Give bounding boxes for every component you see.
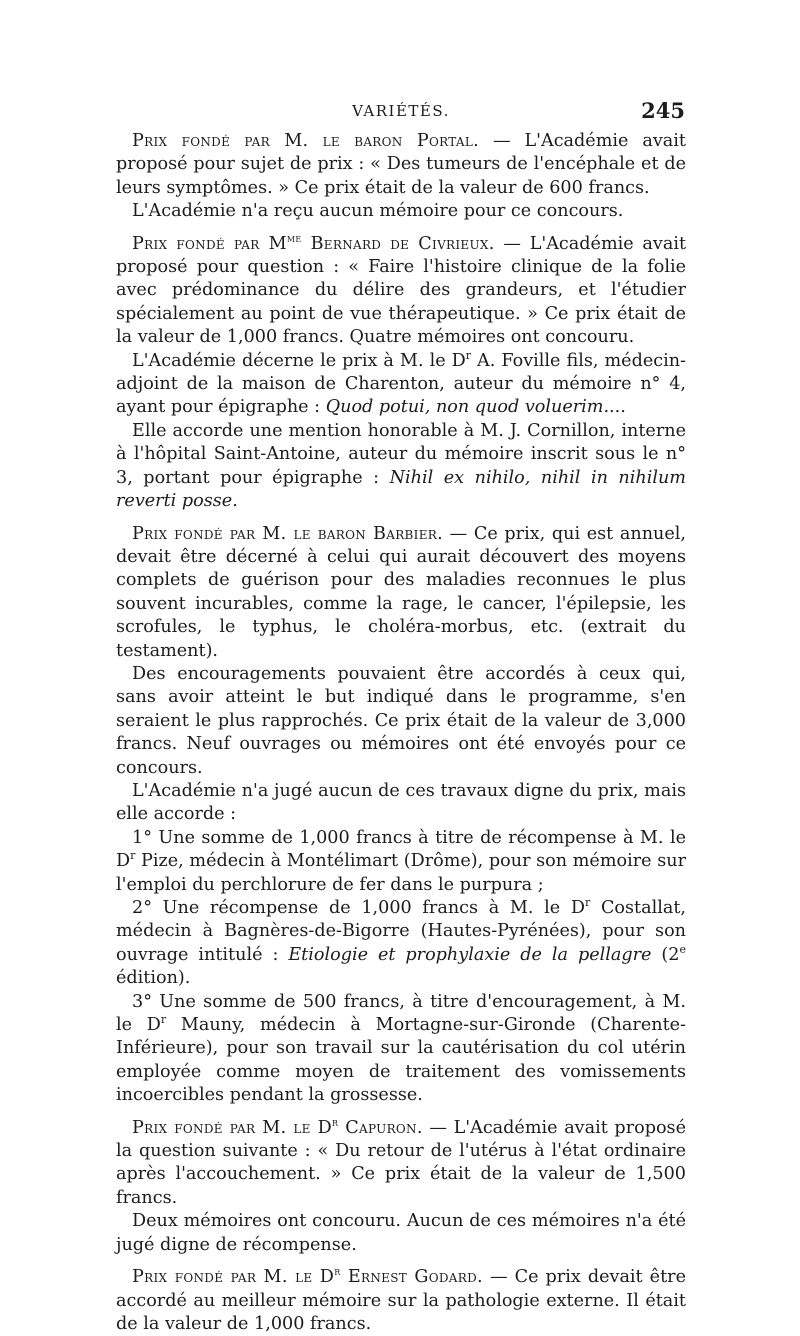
paragraph (116, 200, 686, 223)
paragraph-text: L'Académie n'a reçu aucun mémoire pour ce concours. (132, 201, 624, 222)
paragraph-barbier (116, 523, 686, 663)
page-body (116, 130, 686, 1336)
paragraph: L'Académie n'a jugé aucun de ces travaux digne du prix, mais elle accorde : (116, 780, 686, 825)
paragraph-godard (116, 1266, 686, 1336)
paragraph-civrieux (116, 233, 686, 350)
paragraph-text: — L'Académie avait proposé pour question : « Faire l'histoire clinique de la folie avec prédominance du délire des grandeurs, et l'étudier spécialement au point de vue thérapeutique. » Ce prix était de la valeur de 1,000 francs. Quatre mémoires ont concouru. (116, 233, 687, 348)
award-item-3: 3° Une somme de 500 francs, à titre d'encouragement, à M. le $D^r$ Mauny, médecin à Mortagne-sur-Gironde (Charente-Inférieure), pour son travail sur la cautérisation du col utérin employée comme moyen de traitement des vomissements incoercibles pendant la grossesse. (116, 991, 686, 1106)
prize-heading: Prix fondé par M. le baron Barbier. (132, 523, 444, 544)
page-number: 245 (641, 98, 685, 123)
paragraph: Deux mémoires ont concouru. Aucun de ces mémoires n'a été jugé digne de récompense. (116, 1211, 686, 1255)
paragraph-text: — Ce prix devait être accordé au meilleur mémoire sur la pathologie externe. Il était de la valeur de 1,000 francs. (116, 1267, 686, 1334)
prize-heading: Prix fondé par M. le $D^r$ Capuron. (132, 1115, 423, 1138)
paragraph-text: — L'Académie avait proposé pour sujet de prix : « Des tumeurs de l'encéphale et de leurs symptômes. » Ce prix était de la valeur de 600 francs. (116, 131, 686, 198)
paragraph-text: — Ce prix, qui est annuel, devait être décerné à celui qui aurait découvert des moyens complets de guérison pour des maladies reconnues le plus souvent incurables, comme la rage, le cancer, l'épilepsie, les scrofules, le typhus, le choléra-morbus, etc. (extrait du testament). (116, 523, 687, 661)
page-header (117, 100, 685, 126)
epigraph: Quod potui, non quod voluerim.... (325, 397, 626, 418)
paragraph: Elle accorde une mention honorable à M. J. Cornillon, interne à l'hôpital Saint-Antoine, auteur du mémoire inscrit sous le n° 3, portant pour épigraphe : Nihil ex nihilo, nihil in nihilum reverti posse. (116, 420, 686, 512)
prize-heading: Prix fondé par M. le $D^r$ Ernest Godard. (132, 1265, 483, 1288)
prize-heading: Prix fondé par M. le baron Portal. (132, 131, 479, 151)
epigraph: Nihil ex nihilo, nihil in nihilum reverti posse. (116, 467, 686, 512)
running-title: VARIÉTÉS. (352, 102, 450, 120)
paragraph: Des encouragements pouvaient être accordés à ceux qui, sans avoir atteint le but indiqué dans le programme, s'en seraient le plus rapprochés. Ce prix était de la valeur de 3,000 francs. Neuf ouvrages ou mémoires ont été envoyés pour ce concours. (116, 663, 686, 778)
paragraph-portal (116, 130, 686, 200)
paragraph: L'Académie décerne le prix à M. le $D^r$ A. Foville fils, médecin-adjoint de la maison de Charenton, auteur du mémoire n° 4, ayant pour épigraphe : Quod potui, non quod voluerim.... (116, 348, 686, 418)
prize-heading: Prix fondé par $M^{me}$ Bernard de Civrieux. (132, 231, 495, 254)
work-title: Etiologie et prophylaxie de la pellagre (288, 944, 652, 965)
award-item-2: 2° Une récompense de 1,000 francs à M. le $D^r$ Costallat, médecin à Bagnères-de-Bigorre (Hautes-Pyrénées), pour son ouvrage intitulé : Etiologie et prophylaxie de la pellagre (2e édition). (116, 896, 687, 989)
award-item-1: 1° Une somme de 1,000 francs à titre de récompense à M. le $D^r$ Pize, médecin à Montélimart (Drôme), pour son mémoire sur l'emploi du perchlorure de fer dans le purpura ; (116, 827, 686, 895)
paragraph-text: — L'Académie avait proposé la question suivante : « Du retour de l'utérus à l'état ordinaire après l'accouchement. » Ce prix était de la valeur de 1,500 francs. (116, 1117, 686, 1208)
paragraph-capuron (116, 1117, 686, 1211)
